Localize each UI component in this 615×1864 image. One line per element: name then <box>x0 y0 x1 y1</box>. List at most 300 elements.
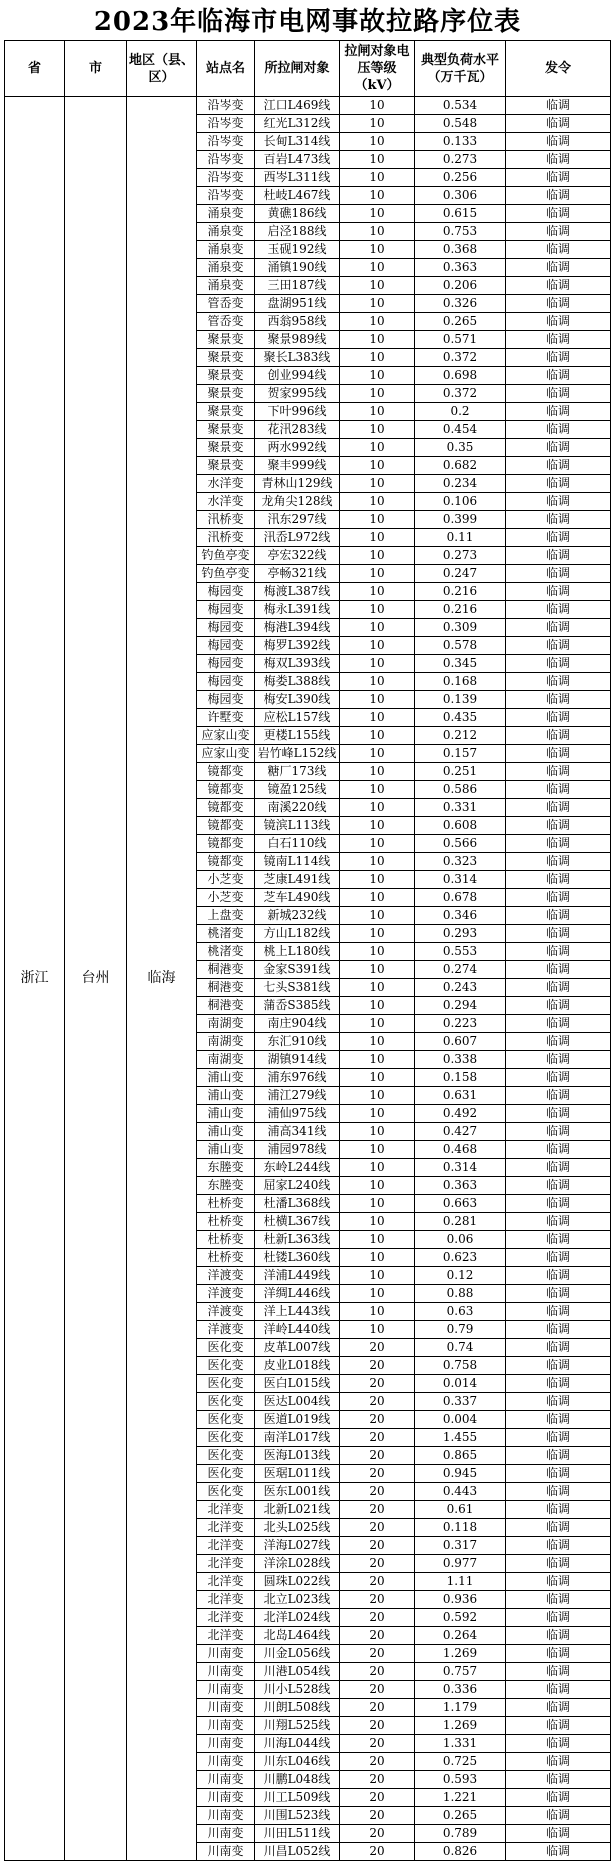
cell-dispatcher: 临调 <box>506 1807 611 1825</box>
cell-dispatcher: 临调 <box>506 1717 611 1735</box>
cell-voltage: 20 <box>340 1681 415 1699</box>
cell-feeder: 川昌L052线 <box>255 1843 340 1861</box>
cell-voltage: 10 <box>340 115 415 133</box>
cell-station: 南湖变 <box>197 1033 255 1051</box>
cell-dispatcher: 临调 <box>506 457 611 475</box>
cell-station: 医化变 <box>197 1375 255 1393</box>
cell-dispatcher: 临调 <box>506 385 611 403</box>
cell-load: 0.251 <box>415 763 506 781</box>
cell-voltage: 10 <box>340 259 415 277</box>
cell-voltage: 10 <box>340 169 415 187</box>
cell-load: 0.631 <box>415 1087 506 1105</box>
header-district: 地区（县、区） <box>127 41 197 97</box>
cell-station: 小芝变 <box>197 889 255 907</box>
cell-dispatcher: 临调 <box>506 727 611 745</box>
cell-feeder: 南洋L017线 <box>255 1429 340 1447</box>
cell-voltage: 10 <box>340 907 415 925</box>
cell-station: 聚景变 <box>197 331 255 349</box>
cell-voltage: 20 <box>340 1771 415 1789</box>
cell-station: 小芝变 <box>197 871 255 889</box>
cell-station: 梅园变 <box>197 655 255 673</box>
cell-voltage: 10 <box>340 565 415 583</box>
cell-station: 聚景变 <box>197 439 255 457</box>
cell-dispatcher: 临调 <box>506 673 611 691</box>
cell-load: 0.12 <box>415 1267 506 1285</box>
cell-load: 0.133 <box>415 133 506 151</box>
cell-voltage: 20 <box>340 1483 415 1501</box>
cell-dispatcher: 临调 <box>506 295 611 313</box>
cell-load: 0.216 <box>415 583 506 601</box>
cell-voltage: 10 <box>340 97 415 115</box>
cell-feeder: 应松L157线 <box>255 709 340 727</box>
cell-voltage: 10 <box>340 583 415 601</box>
cell-load: 0.592 <box>415 1609 506 1627</box>
cell-voltage: 10 <box>340 1105 415 1123</box>
cell-station: 沿岑变 <box>197 151 255 169</box>
cell-feeder: 北立L023线 <box>255 1591 340 1609</box>
cell-load: 0.578 <box>415 637 506 655</box>
cell-voltage: 20 <box>340 1447 415 1465</box>
cell-dispatcher: 临调 <box>506 547 611 565</box>
load-shedding-table <box>4 40 611 1861</box>
cell-station: 医化变 <box>197 1339 255 1357</box>
cell-feeder: 医白L015线 <box>255 1375 340 1393</box>
cell-load: 0.757 <box>415 1663 506 1681</box>
cell-dispatcher: 临调 <box>506 1465 611 1483</box>
cell-voltage: 10 <box>340 493 415 511</box>
cell-feeder: 南溪220线 <box>255 799 340 817</box>
cell-load: 0.317 <box>415 1537 506 1555</box>
cell-load: 0.338 <box>415 1051 506 1069</box>
cell-load: 0.789 <box>415 1825 506 1843</box>
cell-voltage: 10 <box>340 871 415 889</box>
cell-station: 沿岑变 <box>197 169 255 187</box>
cell-dispatcher: 临调 <box>506 403 611 421</box>
cell-station: 沿岑变 <box>197 133 255 151</box>
cell-dispatcher: 临调 <box>506 817 611 835</box>
cell-feeder: 湖镇914线 <box>255 1051 340 1069</box>
cell-voltage: 10 <box>340 385 415 403</box>
cell-load: 0.265 <box>415 313 506 331</box>
cell-feeder: 杜岐L467线 <box>255 187 340 205</box>
header-voltage: 拉闸对象电压等级（kV） <box>340 41 415 97</box>
cell-voltage: 10 <box>340 817 415 835</box>
cell-feeder: 新城232线 <box>255 907 340 925</box>
table-row <box>5 97 611 115</box>
cell-voltage: 10 <box>340 1195 415 1213</box>
cell-load: 0.206 <box>415 277 506 295</box>
cell-load: 0.865 <box>415 1447 506 1465</box>
cell-voltage: 10 <box>340 1015 415 1033</box>
cell-feeder: 杜镂L360线 <box>255 1249 340 1267</box>
cell-load: 0.004 <box>415 1411 506 1429</box>
cell-voltage: 20 <box>340 1393 415 1411</box>
cell-station: 涌泉变 <box>197 241 255 259</box>
cell-station: 医化变 <box>197 1483 255 1501</box>
cell-feeder: 汛东297线 <box>255 511 340 529</box>
cell-load: 0.534 <box>415 97 506 115</box>
cell-load: 0.216 <box>415 601 506 619</box>
cell-dispatcher: 临调 <box>506 1393 611 1411</box>
cell-dispatcher: 临调 <box>506 1303 611 1321</box>
cell-voltage: 10 <box>340 331 415 349</box>
cell-station: 浦山变 <box>197 1069 255 1087</box>
cell-dispatcher: 临调 <box>506 97 611 115</box>
cell-dispatcher: 临调 <box>506 1033 611 1051</box>
cell-dispatcher: 临调 <box>506 1447 611 1465</box>
cell-voltage: 20 <box>340 1627 415 1645</box>
cell-station: 聚景变 <box>197 421 255 439</box>
cell-dispatcher: 临调 <box>506 889 611 907</box>
cell-load: 0.274 <box>415 961 506 979</box>
cell-station: 桃渚变 <box>197 925 255 943</box>
cell-dispatcher: 临调 <box>506 1339 611 1357</box>
cell-load: 0.443 <box>415 1483 506 1501</box>
cell-load: 0.223 <box>415 1015 506 1033</box>
cell-feeder: 梅渡L387线 <box>255 583 340 601</box>
cell-load: 0.293 <box>415 925 506 943</box>
cell-feeder: 杜新L363线 <box>255 1231 340 1249</box>
cell-station: 汛桥变 <box>197 529 255 547</box>
cell-load: 0.571 <box>415 331 506 349</box>
cell-voltage: 20 <box>340 1375 415 1393</box>
cell-dispatcher: 临调 <box>506 781 611 799</box>
cell-station: 南湖变 <box>197 1015 255 1033</box>
cell-dispatcher: 临调 <box>506 565 611 583</box>
cell-load: 0.454 <box>415 421 506 439</box>
cell-station: 桃渚变 <box>197 943 255 961</box>
cell-feeder: 洋涂L028线 <box>255 1555 340 1573</box>
cell-load: 0.212 <box>415 727 506 745</box>
cell-load: 0.157 <box>415 745 506 763</box>
cell-feeder: 医达L004线 <box>255 1393 340 1411</box>
cell-dispatcher: 临调 <box>506 1627 611 1645</box>
cell-feeder: 浦东976线 <box>255 1069 340 1087</box>
cell-load: 0.61 <box>415 1501 506 1519</box>
cell-load: 0.323 <box>415 853 506 871</box>
cell-feeder: 川东L046线 <box>255 1753 340 1771</box>
cell-load: 0.363 <box>415 259 506 277</box>
cell-load: 0.273 <box>415 547 506 565</box>
cell-voltage: 10 <box>340 1069 415 1087</box>
cell-voltage: 10 <box>340 727 415 745</box>
cell-feeder: 医道L019线 <box>255 1411 340 1429</box>
cell-dispatcher: 临调 <box>506 1195 611 1213</box>
cell-station: 医化变 <box>197 1465 255 1483</box>
cell-load: 0.698 <box>415 367 506 385</box>
cell-voltage: 10 <box>340 1051 415 1069</box>
cell-feeder: 川田L511线 <box>255 1825 340 1843</box>
cell-district: 临海 <box>127 97 197 1861</box>
cell-voltage: 10 <box>340 1303 415 1321</box>
cell-station: 杜桥变 <box>197 1231 255 1249</box>
cell-dispatcher: 临调 <box>506 799 611 817</box>
cell-load: 0.234 <box>415 475 506 493</box>
cell-station: 东塍变 <box>197 1159 255 1177</box>
cell-station: 北洋变 <box>197 1519 255 1537</box>
cell-city: 台州 <box>65 97 127 1861</box>
cell-voltage: 10 <box>340 961 415 979</box>
cell-station: 医化变 <box>197 1411 255 1429</box>
cell-feeder: 龙角尖128线 <box>255 493 340 511</box>
cell-feeder: 梅港L394线 <box>255 619 340 637</box>
cell-dispatcher: 临调 <box>506 1789 611 1807</box>
cell-feeder: 洋上L443线 <box>255 1303 340 1321</box>
cell-dispatcher: 临调 <box>506 367 611 385</box>
cell-feeder: 医海L013线 <box>255 1447 340 1465</box>
cell-voltage: 10 <box>340 1285 415 1303</box>
cell-load: 0.945 <box>415 1465 506 1483</box>
cell-feeder: 皮业L018线 <box>255 1357 340 1375</box>
cell-load: 0.336 <box>415 1681 506 1699</box>
cell-dispatcher: 临调 <box>506 655 611 673</box>
cell-dispatcher: 临调 <box>506 115 611 133</box>
cell-dispatcher: 临调 <box>506 583 611 601</box>
cell-station: 北洋变 <box>197 1501 255 1519</box>
cell-feeder: 杜潘L368线 <box>255 1195 340 1213</box>
cell-feeder: 洋岭L440线 <box>255 1321 340 1339</box>
cell-feeder: 洋浦L449线 <box>255 1267 340 1285</box>
cell-feeder: 镜南L114线 <box>255 853 340 871</box>
cell-voltage: 20 <box>340 1789 415 1807</box>
cell-load: 0.337 <box>415 1393 506 1411</box>
cell-feeder: 医琚L011线 <box>255 1465 340 1483</box>
cell-dispatcher: 临调 <box>506 1213 611 1231</box>
cell-load: 0.345 <box>415 655 506 673</box>
cell-voltage: 10 <box>340 1141 415 1159</box>
cell-station: 沿岑变 <box>197 115 255 133</box>
cell-feeder: 两水992线 <box>255 439 340 457</box>
cell-dispatcher: 临调 <box>506 691 611 709</box>
cell-dispatcher: 临调 <box>506 511 611 529</box>
cell-dispatcher: 临调 <box>506 1555 611 1573</box>
cell-voltage: 10 <box>340 925 415 943</box>
cell-feeder: 汛岙L972线 <box>255 529 340 547</box>
cell-station: 桐港变 <box>197 979 255 997</box>
cell-station: 上盘变 <box>197 907 255 925</box>
cell-voltage: 10 <box>340 187 415 205</box>
cell-feeder: 镜滨L113线 <box>255 817 340 835</box>
cell-load: 0.88 <box>415 1285 506 1303</box>
cell-load: 0.331 <box>415 799 506 817</box>
cell-station: 涌泉变 <box>197 259 255 277</box>
cell-feeder: 梅娄L388线 <box>255 673 340 691</box>
cell-voltage: 10 <box>340 367 415 385</box>
cell-voltage: 20 <box>340 1339 415 1357</box>
cell-dispatcher: 临调 <box>506 961 611 979</box>
cell-station: 聚景变 <box>197 367 255 385</box>
cell-station: 镜都变 <box>197 763 255 781</box>
cell-voltage: 10 <box>340 655 415 673</box>
cell-voltage: 10 <box>340 151 415 169</box>
cell-dispatcher: 临调 <box>506 1519 611 1537</box>
cell-dispatcher: 临调 <box>506 835 611 853</box>
cell-dispatcher: 临调 <box>506 1177 611 1195</box>
cell-voltage: 10 <box>340 313 415 331</box>
cell-station: 川南变 <box>197 1753 255 1771</box>
cell-voltage: 20 <box>340 1429 415 1447</box>
cell-voltage: 20 <box>340 1519 415 1537</box>
cell-load: 0.623 <box>415 1249 506 1267</box>
cell-voltage: 20 <box>340 1717 415 1735</box>
cell-feeder: 黄礁186线 <box>255 205 340 223</box>
cell-load: 0.427 <box>415 1123 506 1141</box>
cell-dispatcher: 临调 <box>506 1357 611 1375</box>
cell-voltage: 10 <box>340 295 415 313</box>
cell-station: 聚景变 <box>197 403 255 421</box>
header-load: 典型负荷水平（万千瓦） <box>415 41 506 97</box>
cell-load: 0.281 <box>415 1213 506 1231</box>
cell-load: 0.306 <box>415 187 506 205</box>
cell-feeder: 川海L044线 <box>255 1735 340 1753</box>
cell-load: 0.553 <box>415 943 506 961</box>
cell-voltage: 10 <box>340 475 415 493</box>
cell-dispatcher: 临调 <box>506 709 611 727</box>
cell-voltage: 10 <box>340 853 415 871</box>
cell-load: 0.168 <box>415 673 506 691</box>
cell-load: 0.753 <box>415 223 506 241</box>
cell-load: 0.682 <box>415 457 506 475</box>
cell-load: 0.608 <box>415 817 506 835</box>
cell-feeder: 浦仙975线 <box>255 1105 340 1123</box>
cell-feeder: 芝康L491线 <box>255 871 340 889</box>
cell-dispatcher: 临调 <box>506 439 611 457</box>
cell-load: 0.372 <box>415 385 506 403</box>
cell-dispatcher: 临调 <box>506 1141 611 1159</box>
cell-voltage: 10 <box>340 1087 415 1105</box>
cell-station: 钓鱼亭变 <box>197 565 255 583</box>
cell-voltage: 10 <box>340 241 415 259</box>
cell-dispatcher: 临调 <box>506 637 611 655</box>
cell-load: 0.566 <box>415 835 506 853</box>
cell-dispatcher: 临调 <box>506 133 611 151</box>
cell-station: 东塍变 <box>197 1177 255 1195</box>
cell-voltage: 10 <box>340 979 415 997</box>
cell-voltage: 10 <box>340 1033 415 1051</box>
cell-voltage: 20 <box>340 1807 415 1825</box>
cell-load: 0.678 <box>415 889 506 907</box>
cell-load: 0.758 <box>415 1357 506 1375</box>
cell-dispatcher: 临调 <box>506 1681 611 1699</box>
cell-load: 0.118 <box>415 1519 506 1537</box>
cell-dispatcher: 临调 <box>506 331 611 349</box>
cell-load: 1.269 <box>415 1645 506 1663</box>
cell-load: 0.399 <box>415 511 506 529</box>
cell-voltage: 10 <box>340 511 415 529</box>
cell-feeder: 花汛283线 <box>255 421 340 439</box>
cell-voltage: 10 <box>340 1159 415 1177</box>
cell-voltage: 10 <box>340 709 415 727</box>
cell-station: 杜桥变 <box>197 1249 255 1267</box>
cell-feeder: 川鹏L048线 <box>255 1771 340 1789</box>
cell-dispatcher: 临调 <box>506 1753 611 1771</box>
cell-voltage: 20 <box>340 1591 415 1609</box>
cell-voltage: 10 <box>340 223 415 241</box>
cell-voltage: 10 <box>340 1177 415 1195</box>
cell-dispatcher: 临调 <box>506 925 611 943</box>
cell-voltage: 10 <box>340 745 415 763</box>
cell-station: 聚景变 <box>197 385 255 403</box>
cell-station: 梅园变 <box>197 673 255 691</box>
cell-voltage: 10 <box>340 403 415 421</box>
cell-station: 镜都变 <box>197 835 255 853</box>
cell-station: 洋渡变 <box>197 1267 255 1285</box>
cell-station: 钓鱼亭变 <box>197 547 255 565</box>
cell-dispatcher: 临调 <box>506 1069 611 1087</box>
cell-voltage: 10 <box>340 781 415 799</box>
cell-voltage: 10 <box>340 1213 415 1231</box>
cell-feeder: 岩竹峰L152线 <box>255 745 340 763</box>
cell-feeder: 东岭L244线 <box>255 1159 340 1177</box>
cell-feeder: 蒲岙S385线 <box>255 997 340 1015</box>
cell-station: 川南变 <box>197 1825 255 1843</box>
header-row <box>5 41 611 97</box>
cell-feeder: 桃上L180线 <box>255 943 340 961</box>
cell-load: 0.256 <box>415 169 506 187</box>
cell-station: 医化变 <box>197 1429 255 1447</box>
cell-station: 医化变 <box>197 1447 255 1465</box>
cell-voltage: 20 <box>340 1555 415 1573</box>
cell-load: 0.139 <box>415 691 506 709</box>
cell-dispatcher: 临调 <box>506 1321 611 1339</box>
cell-dispatcher: 临调 <box>506 1483 611 1501</box>
cell-station: 川南变 <box>197 1807 255 1825</box>
cell-feeder: 玉砚192线 <box>255 241 340 259</box>
cell-voltage: 10 <box>340 691 415 709</box>
cell-station: 管岙变 <box>197 313 255 331</box>
cell-dispatcher: 临调 <box>506 1015 611 1033</box>
cell-feeder: 长甸L314线 <box>255 133 340 151</box>
cell-voltage: 10 <box>340 1123 415 1141</box>
cell-dispatcher: 临调 <box>506 1645 611 1663</box>
cell-dispatcher: 临调 <box>506 187 611 205</box>
cell-dispatcher: 临调 <box>506 619 611 637</box>
cell-dispatcher: 临调 <box>506 1123 611 1141</box>
cell-feeder: 江口L469线 <box>255 97 340 115</box>
cell-feeder: 创业994线 <box>255 367 340 385</box>
cell-dispatcher: 临调 <box>506 1699 611 1717</box>
cell-feeder: 川朗L508线 <box>255 1699 340 1717</box>
cell-feeder: 医东L001线 <box>255 1483 340 1501</box>
cell-station: 许墅变 <box>197 709 255 727</box>
cell-feeder: 聚丰999线 <box>255 457 340 475</box>
cell-load: 0.74 <box>415 1339 506 1357</box>
cell-load: 0.2 <box>415 403 506 421</box>
cell-load: 0.273 <box>415 151 506 169</box>
cell-voltage: 10 <box>340 277 415 295</box>
cell-dispatcher: 临调 <box>506 241 611 259</box>
cell-station: 管岙变 <box>197 295 255 313</box>
cell-dispatcher: 临调 <box>506 871 611 889</box>
cell-feeder: 七头S381线 <box>255 979 340 997</box>
cell-station: 川南变 <box>197 1645 255 1663</box>
cell-voltage: 20 <box>340 1663 415 1681</box>
cell-voltage: 10 <box>340 997 415 1015</box>
cell-dispatcher: 临调 <box>506 907 611 925</box>
cell-load: 0.63 <box>415 1303 506 1321</box>
cell-feeder: 北头L025线 <box>255 1519 340 1537</box>
cell-load: 0.309 <box>415 619 506 637</box>
cell-dispatcher: 临调 <box>506 475 611 493</box>
cell-feeder: 北新L021线 <box>255 1501 340 1519</box>
cell-feeder: 北岛L464线 <box>255 1627 340 1645</box>
cell-feeder: 南庄904线 <box>255 1015 340 1033</box>
cell-load: 0.247 <box>415 565 506 583</box>
cell-dispatcher: 临调 <box>506 745 611 763</box>
cell-station: 浦山变 <box>197 1105 255 1123</box>
cell-voltage: 20 <box>340 1753 415 1771</box>
cell-voltage: 20 <box>340 1465 415 1483</box>
